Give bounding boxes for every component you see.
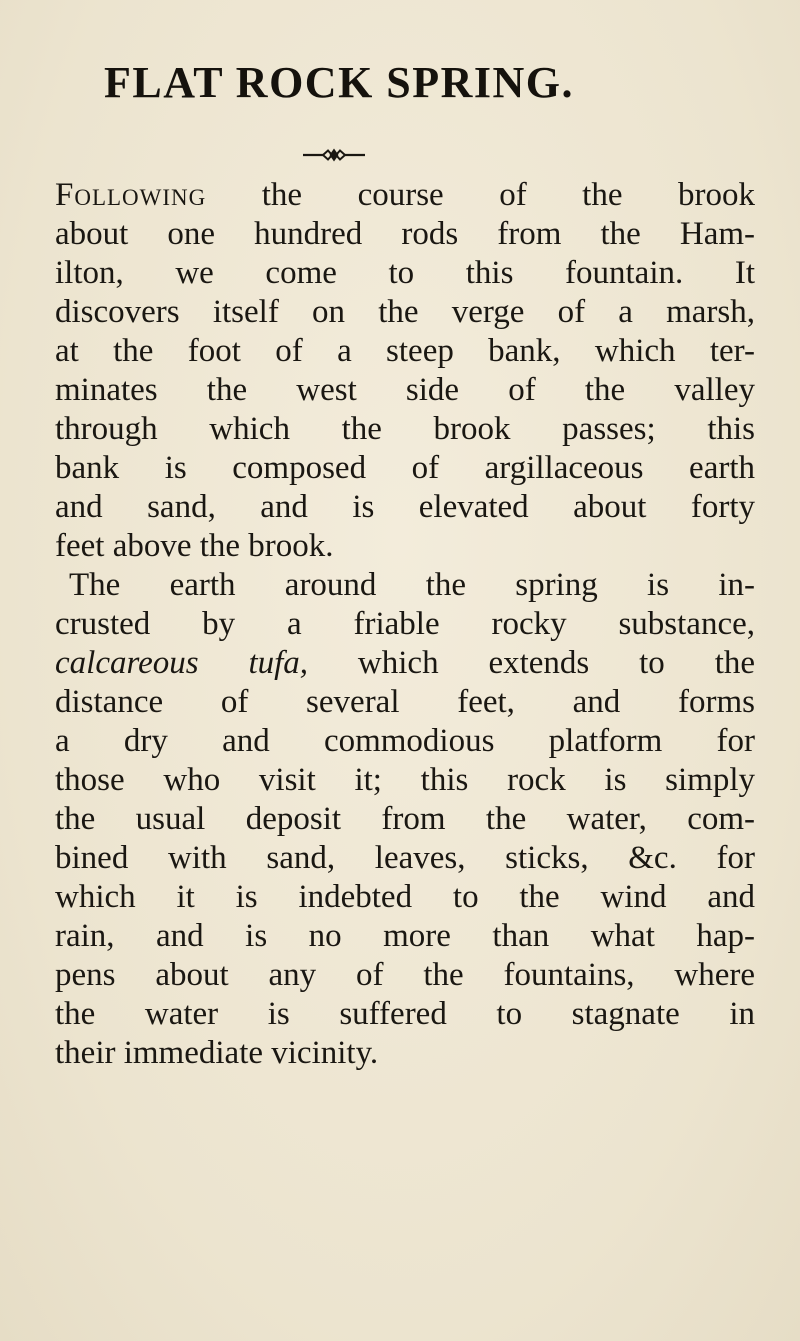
- text-line: rain, and is no more than what hap-: [55, 918, 755, 954]
- text-line: bined with sand, leaves, sticks, &c. for: [55, 840, 755, 876]
- text-line: pens about any of the fountains, where: [55, 957, 755, 993]
- text-line: [55, 644, 755, 683]
- italic-term: calcareous tufa,: [55, 645, 309, 681]
- line-text: which extends to the: [308, 645, 756, 681]
- drop-lead-word: Following: [55, 177, 207, 213]
- text-line: crusted by a friable rocky substance,: [55, 606, 755, 642]
- text-line: distance of several feet, and forms: [55, 684, 755, 720]
- page-title: FLAT ROCK SPRING.: [104, 58, 575, 107]
- text-line: and sand, and is elevated about forty: [55, 489, 755, 525]
- text-line: those who visit it; this rock is simply: [55, 762, 755, 798]
- text-line: the water is suffered to stagnate in: [55, 996, 755, 1032]
- text-line: a dry and commodious platform for: [55, 723, 755, 759]
- line-text: the course of the brook: [206, 177, 755, 213]
- text-line: about one hundred rods from the Ham-: [55, 216, 755, 252]
- text-line: bank is composed of argillaceous earth: [55, 450, 755, 486]
- text-line: minates the west side of the valley: [55, 372, 755, 408]
- text-line: [55, 176, 755, 215]
- text-line: ilton, we come to this fountain. It: [55, 255, 755, 291]
- text-line: at the foot of a steep bank, which ter-: [55, 333, 755, 369]
- text-line: The earth around the spring is in-: [69, 567, 755, 603]
- text-line: feet above the brook.: [55, 528, 334, 564]
- text-line: which it is indebted to the wind and: [55, 879, 755, 915]
- text-line: discovers itself on the verge of a marsh,: [55, 294, 755, 330]
- text-line: the usual deposit from the water, com-: [55, 801, 755, 837]
- diamond-rule-ornament-icon: [303, 146, 365, 164]
- body-text: [55, 176, 755, 1073]
- text-line: through which the brook passes; this: [55, 411, 755, 447]
- text-line: their immediate vicinity.: [55, 1035, 379, 1071]
